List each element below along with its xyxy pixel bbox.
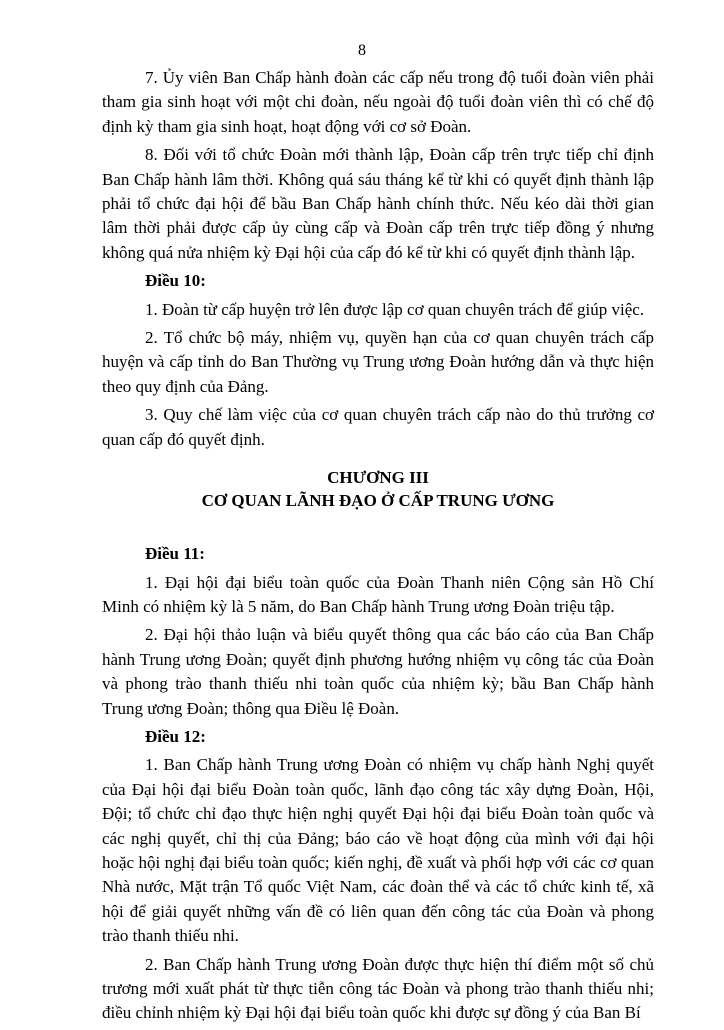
article-10-clause-3: 3. Quy chế làm việc của cơ quan chuyên trách cấp nào do thủ trưởng cơ quan cấp đó quyết định. xyxy=(102,405,654,449)
article-12-clause-2: 2. Ban Chấp hành Trung ương Đoàn được thực hiện thí điểm một số chủ trương mới xuất phát từ thực tiễn công tác Đoàn và phong trào thanh thiếu nhi; điều chỉnh nhiệm kỳ Đại hội đại biểu toàn quốc khi được sự đồng ý của Ban Bí xyxy=(102,954,654,1023)
article-11-clause-2: 2. Đại hội thảo luận và biểu quyết thông qua các báo cáo của Ban Chấp hành Trung ương Đoàn; quyết định phương hướng nhiệm vụ công tác của Đoàn và phong trào thanh thiếu nhi toàn quốc của nhiệm kỳ; bầu Ban Chấp hành Trung ương Đoàn; thông qua Điều lệ Đoàn. xyxy=(102,625,654,718)
article-12-heading: Điều 12: xyxy=(145,726,206,746)
article-11-heading: Điều 11: xyxy=(145,544,205,564)
document-body xyxy=(102,66,654,1030)
article-10-clause-2: 2. Tổ chức bộ máy, nhiệm vụ, quyền hạn của cơ quan chuyên trách cấp huyện và cấp tỉnh do Ban Thường vụ Trung ương Đoàn hướng dẫn và thực hiện theo quy định của Đảng. xyxy=(102,328,654,396)
paragraph-8: 8. Đối với tổ chức Đoàn mới thành lập, Đoàn cấp trên trực tiếp chỉ định Ban Chấp hành lâm thời. Không quá sáu tháng kể từ khi có quyết định thành lập phải tổ chức đại hội để bầu Ban Chấp hành chính thức. Nếu kéo dài thời gian lâm thời phải được cấp ủy cùng cấp và Đoàn cấp trên trực tiếp đồng ý nhưng không quá nửa nhiệm kỳ Đại hội của cấp đó kể từ khi có quyết định thành lập. xyxy=(102,145,654,262)
chapter-label: CHƯƠNG III xyxy=(327,468,429,488)
paragraph-7: 7. Ủy viên Ban Chấp hành đoàn các cấp nếu trong độ tuổi đoàn viên phải tham gia sinh hoạt với một chi đoàn, nếu ngoài độ tuổi đoàn viên thì có chế độ định kỳ tham gia sinh hoạt, hoạt động với cơ sở Đoàn. xyxy=(102,68,654,136)
article-10-clause-1: 1. Đoàn từ cấp huyện trở lên được lập cơ quan chuyên trách để giúp việc. xyxy=(145,299,645,319)
article-12-clause-1: 1. Ban Chấp hành Trung ương Đoàn có nhiệm vụ chấp hành Nghị quyết của Đại hội đại biểu Đoàn toàn quốc, lãnh đạo công tác xây dựng Đoàn, Hội, Đội; tổ chức chỉ đạo thực hiện nghị quyết Đại hội đại biểu Đoàn toàn quốc và các nghị quyết, chỉ thị của Đảng; báo cáo về hoạt động của mình với đại hội hoặc hội nghị đại biểu toàn quốc; kiến nghị, đề xuất và phối hợp với các cơ quan Nhà nước, Mặt trận Tổ quốc Việt Nam, các đoàn thể và các tổ chức kinh tế, xã hội để giải quyết những vấn đề có liên quan đến công tác của Đoàn và phong trào thanh thiếu nhi. xyxy=(102,755,654,946)
article-11-clause-1: 1. Đại hội đại biểu toàn quốc của Đoàn Thanh niên Cộng sản Hồ Chí Minh có nhiệm kỳ là 5 năm, do Ban Chấp hành Trung ương Đoàn triệu tập. xyxy=(102,572,654,616)
page-number: 8 xyxy=(358,42,366,59)
article-10-heading: Điều 10: xyxy=(145,271,206,291)
chapter-title: CƠ QUAN LÃNH ĐẠO Ở CẤP TRUNG ƯƠNG xyxy=(201,491,555,511)
